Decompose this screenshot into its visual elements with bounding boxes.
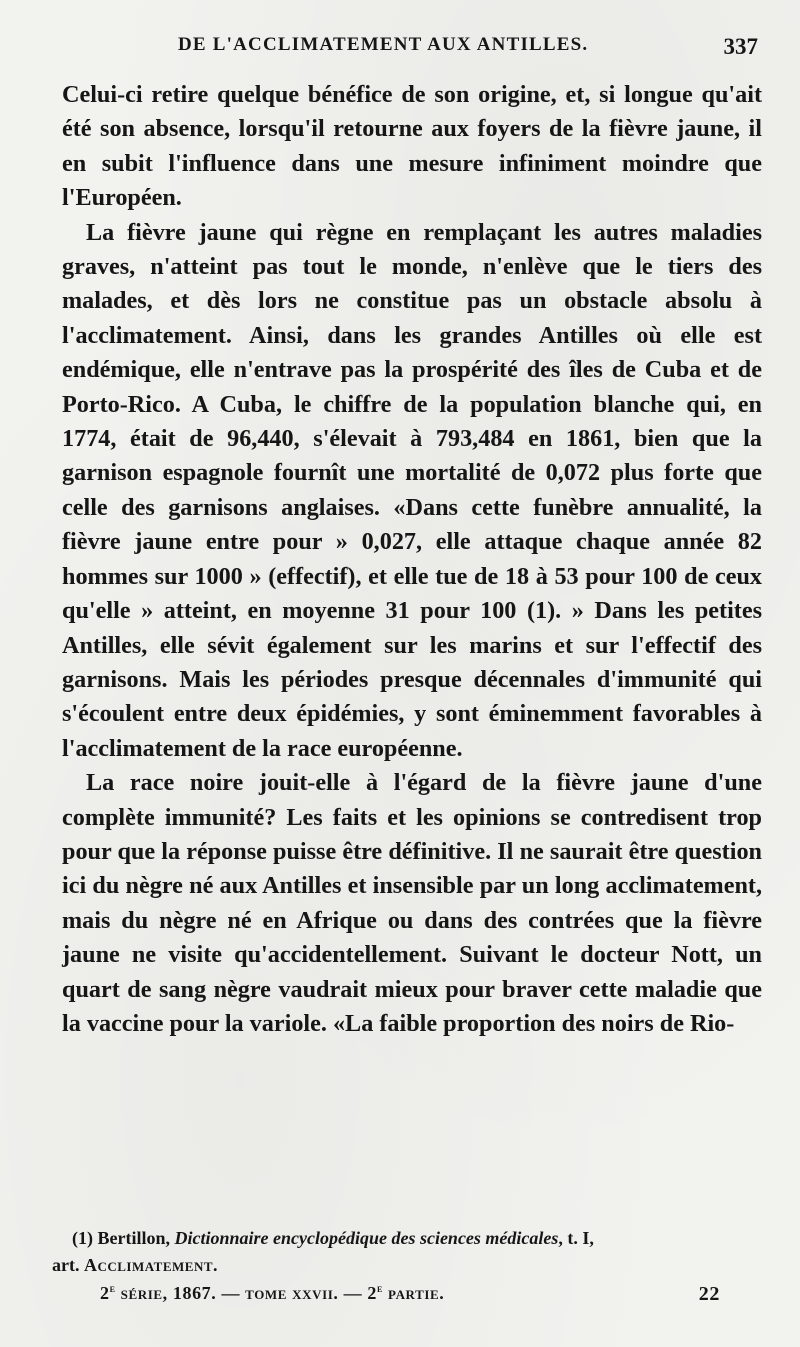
- footnote-label: (1) Bertillon,: [72, 1228, 175, 1248]
- series-label: série, 1867. — tome xxvii. —: [115, 1283, 368, 1303]
- footnote-volume: , t. I,: [558, 1228, 594, 1248]
- body-text: [62, 78, 762, 1041]
- paragraph-2: La fièvre jaune qui règne en remplaçant les autres maladies graves, n'atteint pas tout le monde, n'enlève que le tiers des malades, et dès lors ne constitue pas un obstacle absolu à l'acclimatement. Ainsi, dans les grandes Antilles où elle est endémique, elle n'entrave pas la prospérité des îles de Cuba et de Porto-Rico. A Cuba, le chiffre de la population blanche qui, en 1774, était de 96,440, s'élevait à 793,484 en 1861, bien que la garnison espagnole fournît une mortalité de 0,072 plus forte que celle des garnisons anglaises. «Dans cette funèbre annualité, la fièvre jaune entre pour » 0,027, elle attaque chaque année 82 hommes sur 1000 » (effectif), et elle tue de 18 à 53 pour 100 de ceux qu'elle » atteint, en moyenne 31 pour 100 (1). » Dans les petites Antilles, elle sévit également sur les marins et sur l'effectif des garnisons. Mais les périodes presque décennales d'immunité qui s'écoulent entre deux épidémies, y sont éminemment favorables à l'acclimatement de la race européenne.: [62, 218, 762, 762]
- footnote-article: Acclimatement.: [83, 1255, 219, 1275]
- series-number: 2: [100, 1283, 110, 1303]
- series-signature: [100, 1283, 444, 1304]
- paragraph-1: Celui-ci retire quelque bénéfice de son origine, et, si longue qu'ait été son absence, lorsqu'il retourne aux foyers de la fièvre jaune, il en subit l'influence dans une mesure infiniment moindre que l'Européen.: [62, 81, 762, 212]
- running-title: DE L'ACCLIMATEMENT AUX ANTILLES.: [178, 34, 589, 55]
- part-label: partie.: [382, 1283, 445, 1303]
- series-sup: e: [109, 1283, 116, 1295]
- footnotes: [52, 1225, 772, 1279]
- footnote-article-prefix: art.: [52, 1255, 84, 1275]
- paragraph-3: La race noire jouit-elle à l'égard de la fièvre jaune d'une complète immunité? Les faits et les opinions se contredisent trop pour que la réponse puisse être définitive. Il ne saurait être question ici du nègre né aux Antilles et insensible par un long acclimatement, mais du nègre né en Afrique ou dans des contrées que la fièvre jaune ne visite qu'accidentellement. Suivant le docteur Nott, un quart de sang nègre vaudrait mieux pour braver cette maladie que la vaccine pour la variole. «La faible proportion des noirs de Rio-: [62, 769, 762, 1037]
- footnote-title: Dictionnaire encyclopédique des sciences médicales: [174, 1228, 559, 1248]
- part-number: 2: [367, 1283, 377, 1303]
- footnote-1: [52, 1225, 772, 1279]
- running-head: [150, 34, 760, 62]
- part-sup: e: [376, 1283, 383, 1295]
- page-number: 337: [723, 34, 758, 59]
- sheet-number: 22: [698, 1283, 720, 1305]
